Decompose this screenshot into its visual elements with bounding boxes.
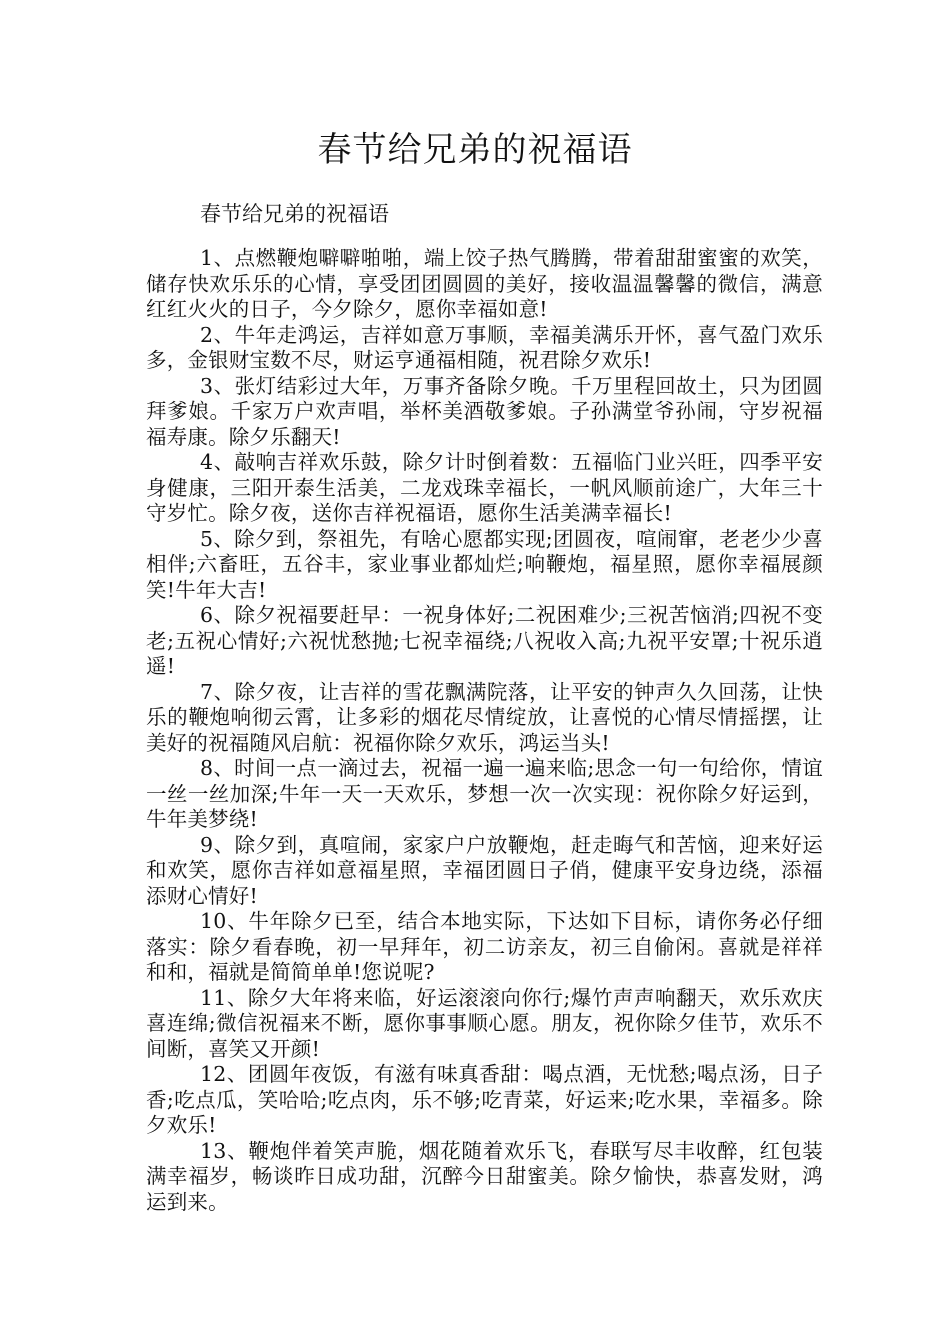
wish-paragraph-12: 12、团圆年夜饭，有滋有味真香甜：喝点酒，无忧愁;喝点汤，日子香;吃点瓜，笑哈哈;吃点肉，乐不够;吃青菜，好运来;吃水果，幸福多。除夕欢乐! xyxy=(146,1062,823,1137)
wish-paragraph-4: 4、敲响吉祥欢乐鼓，除夕计时倒着数：五福临门业兴旺，四季平安身健康，三阳开泰生活美，二龙戏珠幸福长，一帆风顺前途广，大年三十守岁忙。除夕夜，送你吉祥祝福语，愿你生活美满幸福长! xyxy=(146,450,823,525)
wish-paragraph-7: 7、除夕夜，让吉祥的雪花飘满院落，让平安的钟声久久回荡，让快乐的鞭炮响彻云霄，让多彩的烟花尽情绽放，让喜悦的心情尽情摇摆，让美好的祝福随风启航：祝福你除夕欢乐，鸿运当头! xyxy=(146,679,823,755)
document-title: 春节给兄弟的祝福语 xyxy=(317,130,633,170)
wish-paragraph-11: 11、除夕大年将来临，好运滚滚向你行;爆竹声声响翻天，欢乐欢庆喜连绵;微信祝福来不断，愿你事事顺心愿。朋友，祝你除夕佳节，欢乐不间断，喜笑又开颜! xyxy=(146,985,823,1061)
wish-paragraph-5: 5、除夕到，祭祖先，有啥心愿都实现;团圆夜，喧闹窜，老老少少喜相伴;六畜旺，五谷丰，家业事业都灿烂;响鞭炮，福星照，愿你幸福展颜笑!牛年大吉! xyxy=(146,526,823,602)
wish-paragraph-9: 9、除夕到，真喧闹，家家户户放鞭炮，赶走晦气和苦恼，迎来好运和欢笑，愿你吉祥如意福星照，幸福团圆日子俏，健康平安身边绕，添福添财心情好! xyxy=(146,832,823,908)
document-subtitle: 春节给兄弟的祝福语 xyxy=(200,202,389,226)
wish-paragraph-3: 3、张灯结彩过大年，万事齐备除夕晚。千万里程回故土，只为团圆拜爹娘。千家万户欢声唱，举杯美酒敬爹娘。子孙满堂爷孙闹，守岁祝福福寿康。除夕乐翻天! xyxy=(146,373,823,449)
wish-paragraph-1: 1、点燃鞭炮噼噼啪啪，端上饺子热气腾腾，带着甜甜蜜蜜的欢笑，储存快欢乐乐的心情，享受团团圆圆的美好，接收温温馨馨的微信，满意红红火火的日子，今夕除夕，愿你幸福如意! xyxy=(146,246,823,321)
wish-paragraph-13: 13、鞭炮伴着笑声脆，烟花随着欢乐飞，春联写尽丰收醉，红包装满幸福岁，畅谈昨日成功甜，沉醉今日甜蜜美。除夕愉快，恭喜发财，鸿运到来。 xyxy=(146,1138,823,1214)
wish-paragraph-2: 2、牛年走鸿运，吉祥如意万事顺，幸福美满乐开怀，喜气盈门欢乐多，金银财宝数不尽，财运亨通福相随，祝君除夕欢乐! xyxy=(146,322,823,372)
wish-paragraph-8: 8、时间一点一滴过去，祝福一遍一遍来临;思念一句一句给你，情谊一丝一丝加深;牛年一天一天欢乐，梦想一次一次实现：祝你除夕好运到，牛年美梦绕! xyxy=(146,756,823,831)
document-body xyxy=(146,246,823,1215)
wish-paragraph-6: 6、除夕祝福要赶早：一祝身体好;二祝困难少;三祝苦恼消;四祝不变老;五祝心情好;六祝忧愁抛;七祝幸福绕;八祝收入高;九祝平安罩;十祝乐逍遥! xyxy=(146,603,823,678)
wish-paragraph-10: 10、牛年除夕已至，结合本地实际，下达如下目标，请你务必仔细落实：除夕看春晚，初一早拜年，初二访亲友，初三自偷闲。喜就是祥祥和和，福就是简简单单!您说呢? xyxy=(146,909,823,984)
